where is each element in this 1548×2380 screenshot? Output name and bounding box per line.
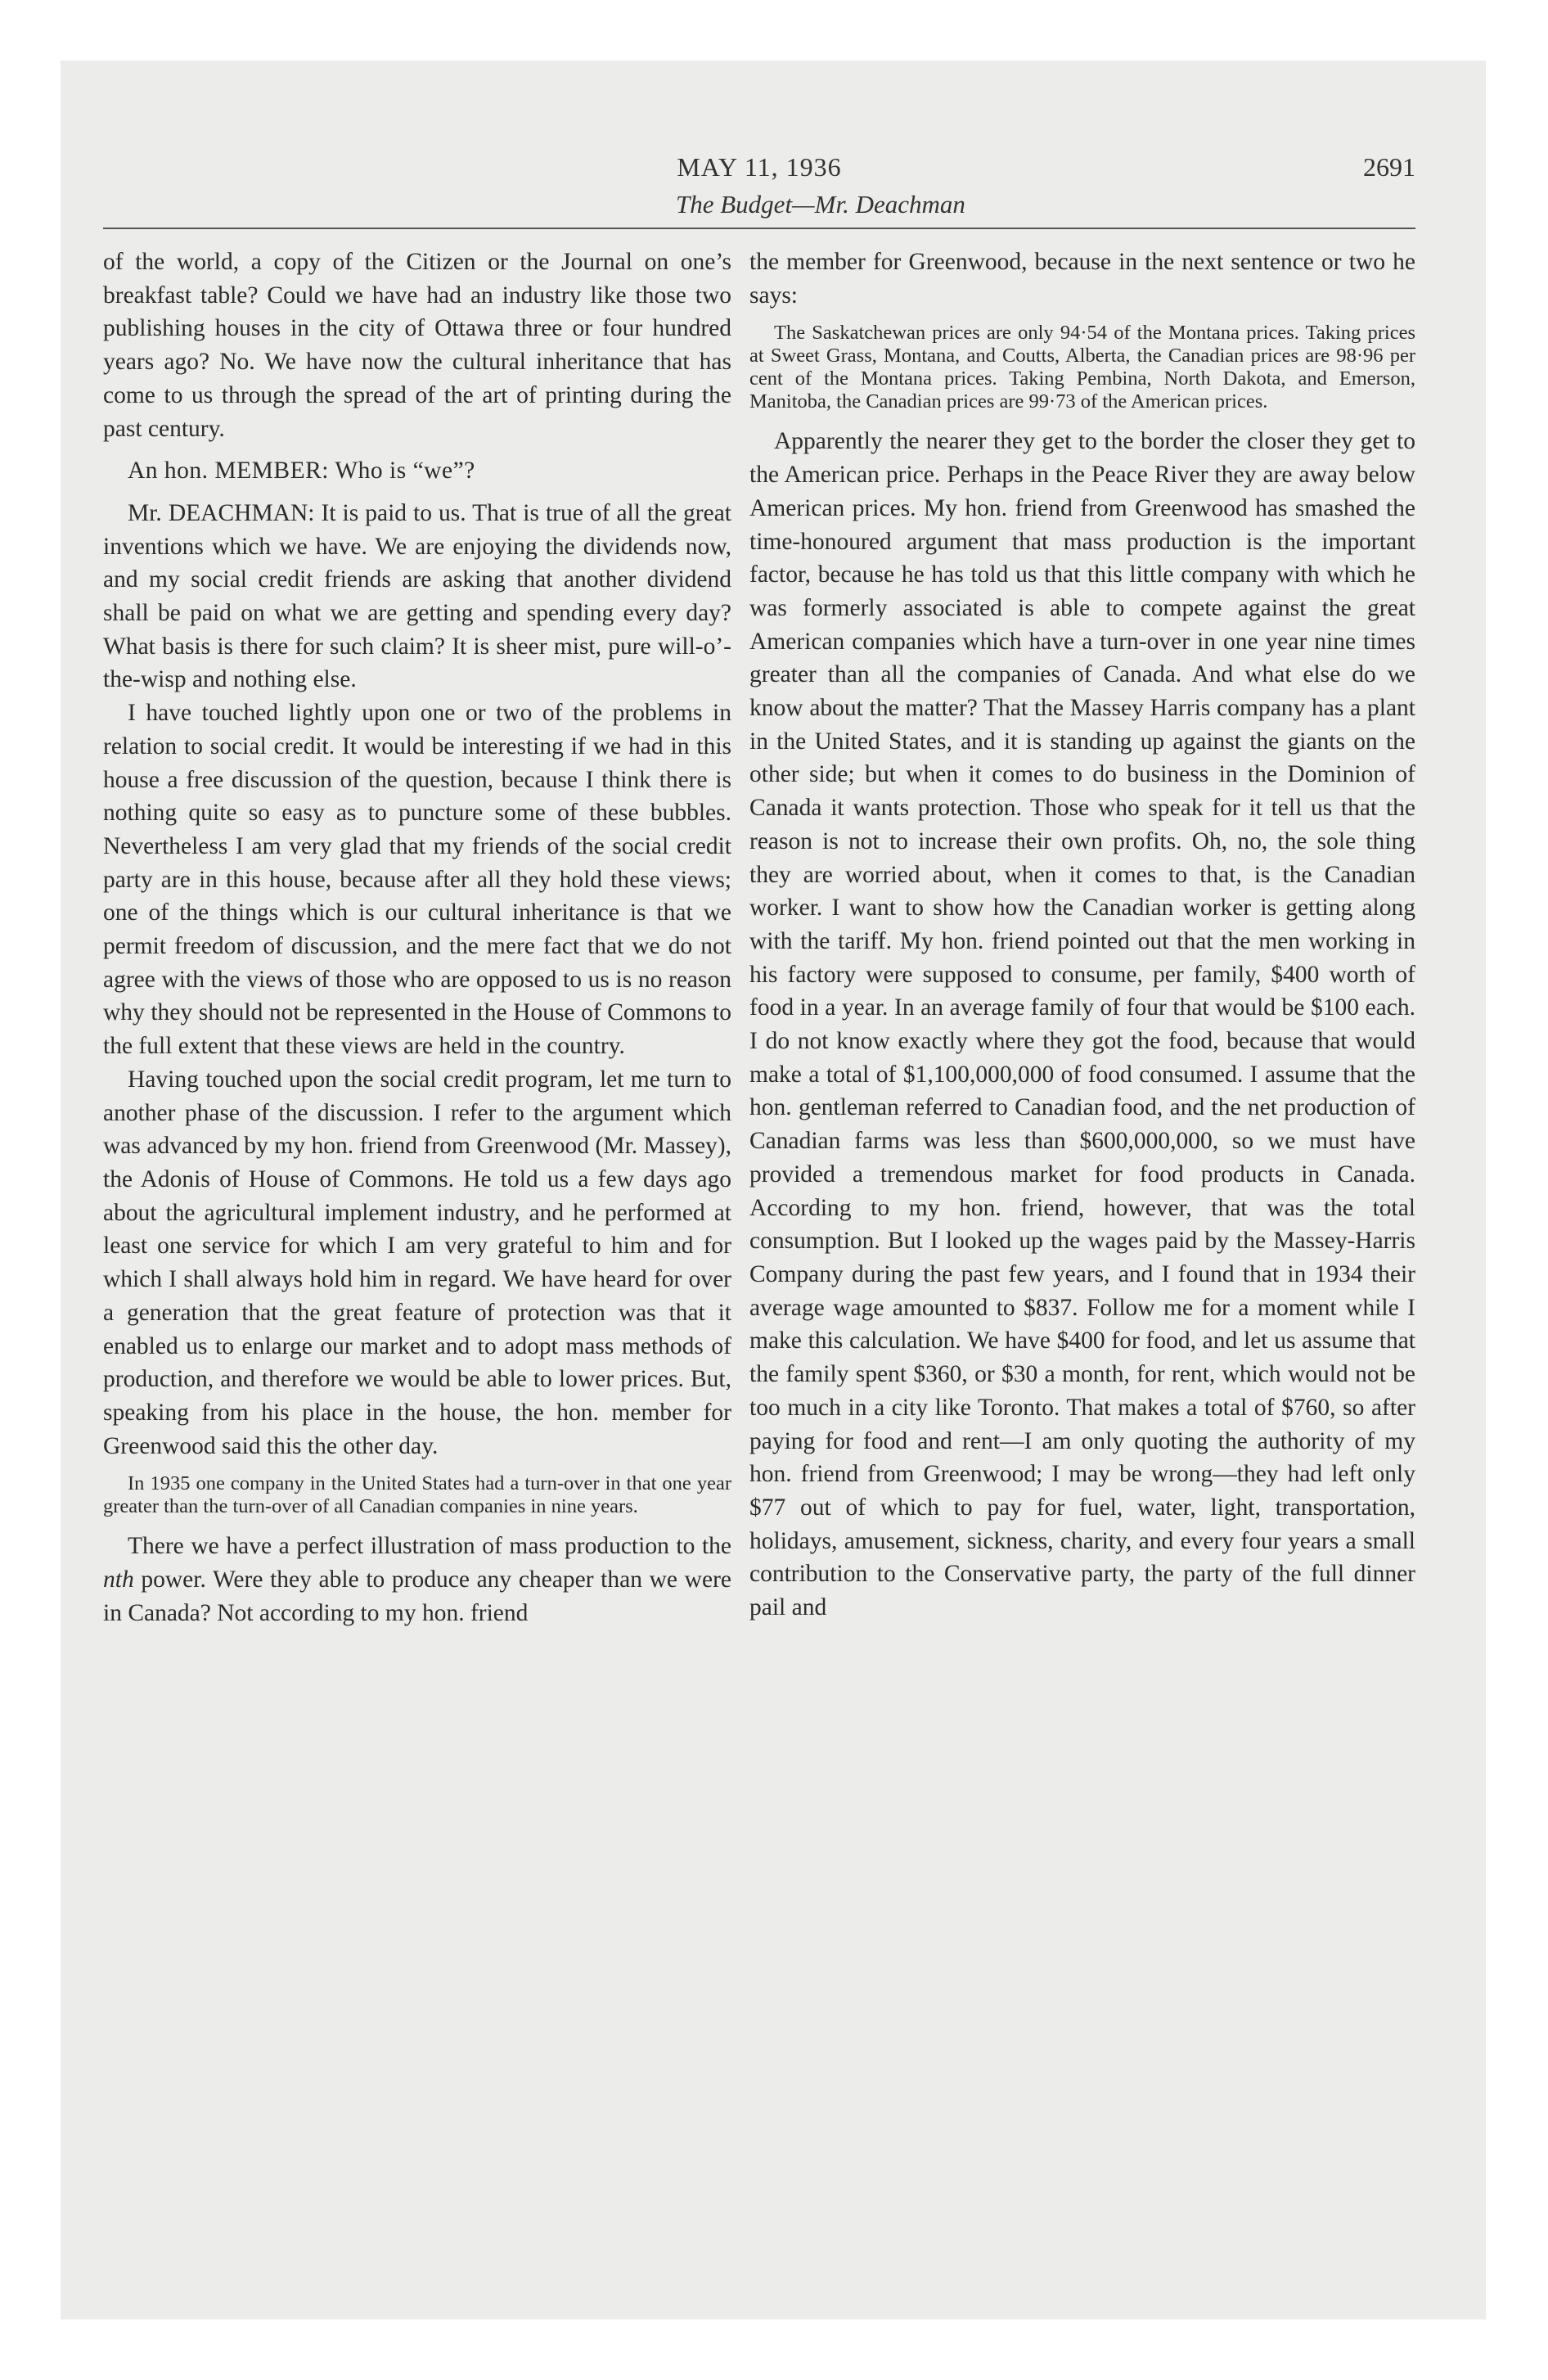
paragraph: Mr. DEACHMAN: It is paid to us. That is true of all the great inventions which we have. We are enjoying the dividends now, and my social credit friends are asking that another dividend shall be paid on what we are getting and spending every day? What basis is there for such claim? It is sheer mist, pure will-o’-the-wisp and nothing else. (103, 499, 731, 693)
paragraph: An hon. MEMBER: Who is “we”? (128, 458, 475, 485)
header-date: MAY 11, 1936 (677, 152, 842, 182)
page-header (103, 88, 1415, 219)
block-quote: In 1935 one company in the United States had a turn-over in that one year greater than the turn-over of all Canadian companies in nine years. (103, 1472, 731, 1518)
paragraph: Having touched upon the social credit program, let me turn to another phase of the discussion. I refer to the argument which was advanced by my hon. friend from Greenwood (Mr. Massey), the Adonis of House of Commons. He told us a few days ago about the agricultural implement industry, and he performed at least one service for which I am very grateful to him and for which I shall always hold him in regard. We have heard for over a generation that the great feature of protection was that it enabled us to enlarge our market and to adopt mass methods of production, and therefore we would be able to lower prices. But, speaking from his place in the house, the hon. member for Greenwood said this the other day. (103, 1066, 731, 1459)
paragraph: of the world, a copy of the Citizen or the Journal on one’s breakfast table? Could we have had an industry like those two publishing houses in the city of Ottawa three or four hundred years ago? No. We have now the cultural inheritance that has come to us through the spread of the art of printing during the past century. (103, 249, 731, 442)
paragraph (103, 1530, 731, 1629)
paragraph-text: There we have a perfect illustration of mass production to the (128, 1533, 731, 1560)
block-quote: The Saskatchewan prices are only 94·54 of the Montana prices. Taking prices at Sweet Grass, Montana, and Coutts, Alberta, the Canadian prices are 98·96 per cent of the Montana prices. Taking Pembina, North Dakota, and Emerson, Manitoba, the Canadian prices are 99·73 of the American prices. (749, 322, 1415, 413)
left-column (103, 246, 731, 1629)
page-number: 2691 (1363, 152, 1415, 182)
header-rule (103, 228, 1415, 229)
paragraph: I have touched lightly upon one or two of the problems in relation to social credit. It would be interesting if we had in this house a free discussion of the question, because I think there is nothing quite so easy as to puncture some of these bubbles. Nevertheless I am very glad that my friends of the social credit party are in this house, because after all they hold these views; one of the things which is our cultural inheritance is that we permit freedom of discussion, and the mere fact that we do not agree with the views of those who are opposed to us is no reason why they should not be represented in the House of Commons to the full extent that these views are held in the country. (103, 700, 731, 1060)
emphasis: nth (103, 1566, 134, 1593)
right-column (749, 246, 1415, 1625)
paragraph-text: power. Were they able to produce any cheaper than we were in Canada? Not according to my hon. friend (103, 1566, 731, 1626)
paragraph: Apparently the nearer they get to the border the closer they get to the American price. Perhaps in the Peace River they are away below American prices. My hon. friend from Greenwood has smashed the time-honoured argument that mass production is the important factor, because he has told us that this little company with which he was formerly associated is able to compete against the great American companies which have a turn-over in one year nine times greater than all the companies of Canada. And what else do we know about the matter? That the Massey Harris company has a plant in the United States, and it is standing up against the giants on the other side; but when it comes to do business in the Dominion of Canada it wants protection. Those who speak for it tell us that the reason is not to increase their own profits. Oh, no, the sole thing they are worried about, when it comes to that, is the Canadian worker. I want to show how the Canadian worker is getting along with the tariff. My hon. friend pointed out that the men working in his factory were supposed to consume, per family, $400 worth of food in a year. In an average family of four that would be $100 each. I do not know exactly where they got the food, because that would make a total of $1,100,000,000 of food consumed. I assume that the hon. gentleman referred to Canadian food, and the net production of Canadian farms was less than $600,000,000, so we must have provided a tremendous market for food products in Canada. According to my hon. friend, however, that was the total consumption. But I looked up the wages paid by the Massey-Harris Company during the past few years, and I found that in 1934 their average wage amounted to $837. Follow me for a moment while I make this calculation. We have $400 for food, and let us assume that the family spent $360, or $30 a month, for rent, which would not be too much in a city like Toronto. That makes a total of $760, so after paying for food and rent—I am only quoting the authority of my hon. friend from Greenwood; I may be wrong—they had left only $77 out of which to pay for fuel, water, light, transportation, holidays, amusement, sickness, charity, and every four years a small contribution to the Conservative party, the party of the full dinner pail and (749, 428, 1415, 1621)
paragraph: the member for Greenwood, because in the next sentence or two he says: (749, 249, 1415, 309)
running-title: The Budget—Mr. Deachman (676, 190, 965, 219)
